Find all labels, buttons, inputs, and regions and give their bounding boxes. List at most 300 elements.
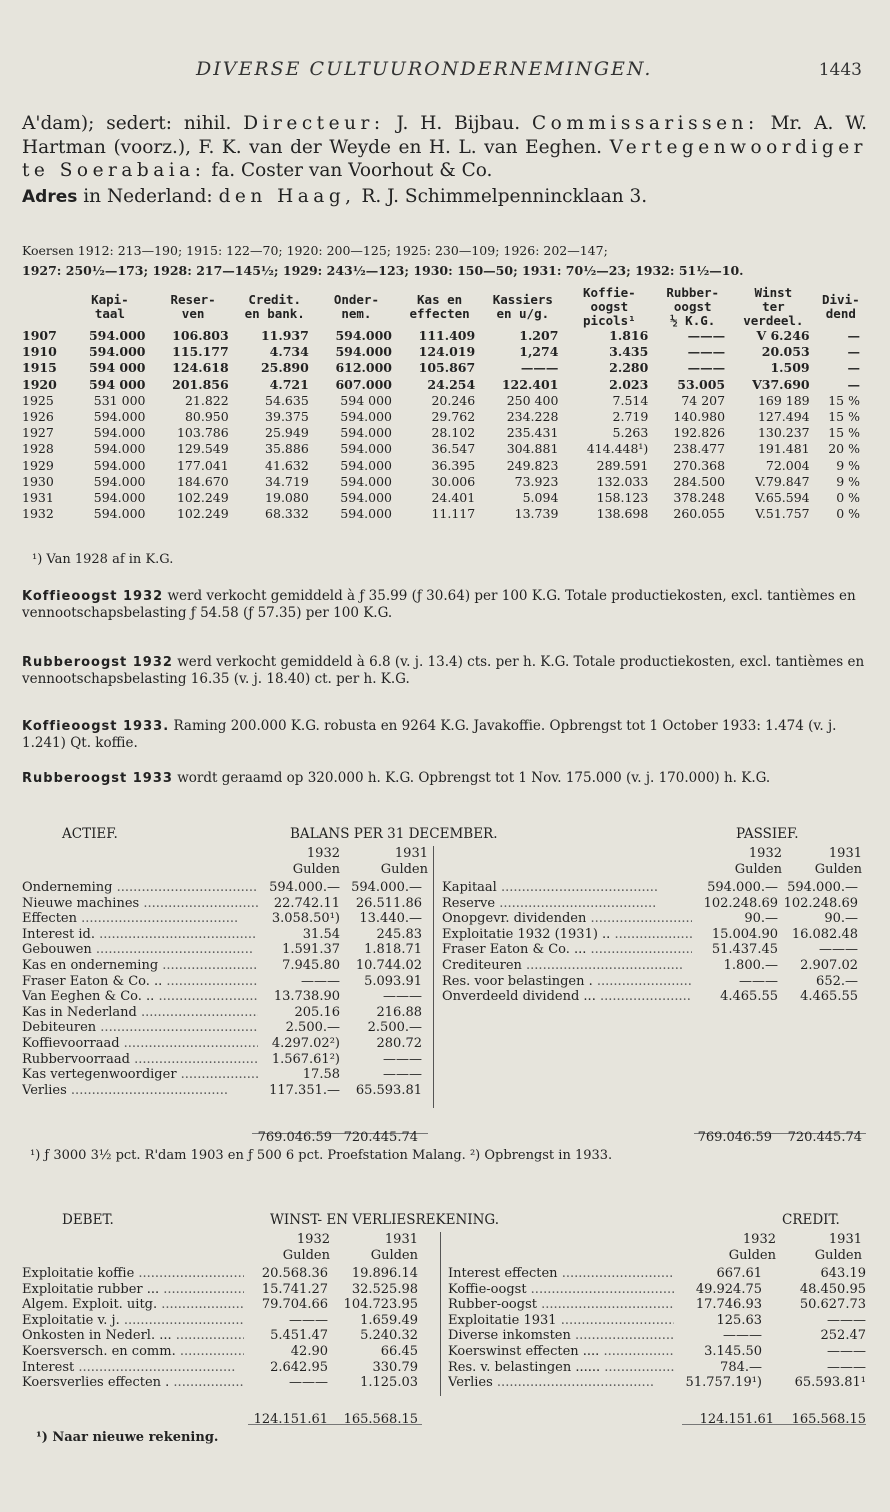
paragraph-rubber-1933 [22,770,867,787]
koersen-line-2: 1927: 250½—173; 1928: 217—145½; 1929: 243½—123; 1930: 150—50; 1931: 70½—23; 1932: 51½—10. [22,263,744,278]
table-row [22,1020,868,1036]
row-value: 104.723.95 [343,1297,418,1313]
row-value: 330.79 [372,1359,418,1375]
intro-text [22,112,867,209]
table-cell: 289.591 [596,457,649,473]
table-cell: 20 % [828,441,860,457]
table-cell: 34.719 [265,473,309,489]
address-line [22,185,867,210]
row-value: ——— [289,1312,328,1328]
balance-sheet [22,826,868,1163]
header-line: oogst [590,299,629,314]
table-row [22,409,866,425]
row-value: 205.16 [294,1004,340,1020]
table-cell: 5.263 [612,425,649,441]
table-row [22,974,868,990]
table-cell: 19.080 [265,489,309,505]
row-label: Exploitatie 1932 (1931) .. ..... [442,927,692,942]
row-value: ——— [383,989,422,1005]
row-label: Koffievoorraad ..... [22,1036,258,1051]
intro-t5: Mr. A. W. Hartman (voorz.), F. K. van der Weyde en H. L. van Eeghen. [22,113,867,158]
table-cell: 122.401 [501,376,559,392]
row-label: Interest id. ..... [22,927,258,942]
row-value: 5.451.47 [270,1328,328,1344]
table-cell: 270.368 [673,457,726,473]
dividend-table [22,286,866,522]
row-value: 42.90 [290,1343,328,1359]
row-label: Debiteuren ..... [22,1020,258,1035]
header-line: Winst [754,285,793,300]
table-cell: 129.549 [176,441,229,457]
row-value: 22.742.11 [273,895,340,911]
table-row [22,942,868,958]
balance-center-title: BALANS PER 31 DECEMBER. [290,826,498,842]
table-cell: 74 207 [681,392,726,408]
dividend-col-header [654,286,731,328]
table-cell: 13.739 [514,506,559,522]
row-value: 16.082.48 [791,926,858,942]
row-label: Exploitatie koffie ..... [22,1266,244,1281]
table-cell: 72.004 [765,457,810,473]
row-value: ——— [827,1359,866,1375]
row-value: 7.945.80 [282,957,340,973]
table-cell: 20.246 [431,392,476,408]
table-cell: V.79.847 [755,473,810,489]
table-cell: 594.000 [340,473,392,489]
row-label: Onkosten in Nederl. ... ..... [22,1328,244,1343]
table-cell: 594.000 [93,457,146,473]
table-cell: 80.950 [184,409,229,425]
table-cell: 378.248 [673,489,726,505]
balance-column-headers [22,846,868,880]
table-cell: 284.500 [673,473,726,489]
table-cell: 103.786 [176,425,229,441]
paragraph-text: werd verkocht gemiddeld à 6.8 (v. j. 13.4) cts. per h. K.G. Totale productiekosten, excl. tantièmes en vennootschapsbelasting 16.35 (v. j. 18.40) ct. per h. K.G. [22,654,865,687]
table-cell: ——— [687,344,726,360]
row-value: 79.704.66 [261,1297,328,1313]
header-line: Rubber- [666,285,720,300]
table-footnote: ¹) Van 1928 af in K.G. [32,552,174,567]
table-cell: 260.055 [673,506,726,522]
koersen-text [22,241,867,281]
row-value: 90.— [824,911,858,927]
row-label: Koersversch. en comm. ..... [22,1344,244,1359]
row-label: Crediteuren ..... [442,958,692,973]
table-cell: 249.823 [506,457,559,473]
table-cell: 201.856 [172,376,229,392]
table-cell: 594.000 [88,328,146,344]
dividend-col-header [68,286,151,328]
row-value: 280.72 [376,1035,422,1051]
row-label: Gebouwen ..... [22,942,258,957]
row-label: Fraser Eaton & Co. ... ..... [442,942,692,957]
table-cell: 594 000 [88,376,146,392]
row-value: 2.500.— [285,1020,340,1036]
paragraph-lead: Rubberoogst 1932 [22,655,173,670]
header-line: Kas en [417,292,463,307]
table-cell: 29.762 [431,409,476,425]
row-value: 102.248.69 [783,895,858,911]
row-value: 15.741.27 [261,1281,328,1297]
table-cell: 192.826 [673,425,726,441]
table-row [22,1266,868,1282]
header-line: en bank. [244,306,305,321]
running-title: DIVERSE CULTUURONDERNEMINGEN. [196,58,653,80]
row-value: 51.437.45 [711,942,778,958]
row-value: 594.000.— [707,880,778,895]
table-row [22,344,866,360]
table-cell: 24.254 [427,376,476,392]
row-label: Kapitaal ..... [442,880,692,895]
table-cell: 234.228 [506,409,559,425]
table-cell: 41.632 [265,457,309,473]
table-cell: 1.816 [609,328,649,344]
row-label: Verlies ..... [22,1083,258,1098]
row-value: 65.593.81 [355,1082,422,1098]
label-directeur: Directeur: [243,113,385,134]
table-cell: ——— [520,360,559,376]
row-value: 10.744.02 [355,957,422,973]
dividend-col-header [315,286,398,328]
page-number: 1443 [818,60,862,80]
header-line: nem. [341,306,372,321]
table-cell: 1.207 [519,328,559,344]
row-value: 1.567.61²) [271,1051,340,1067]
row-label: Onopgevr. dividenden ..... [442,911,692,926]
unit-gulden: Gulden [814,862,862,877]
row-value: 1.818.71 [364,942,422,958]
row-label: Algem. Exploit. uitg. ..... [22,1297,244,1312]
row-value: 17.746.93 [695,1297,762,1313]
row-value: ——— [827,1343,866,1359]
table-cell: 1,274 [519,344,559,360]
dividend-col-header [481,286,564,328]
dividend-col-header [151,286,234,328]
table-cell: 36.547 [431,441,476,457]
row-value: 48.450.95 [799,1281,866,1297]
pl-total-1932: 124.151.61 [253,1412,328,1427]
header-line: Reser- [170,292,216,307]
row-value: 3.145.50 [704,1343,762,1359]
pl-right-title: CREDIT. [782,1212,840,1228]
table-cell: 594.000 [93,409,146,425]
label-vertegenwoordiger: Vertegenwoordiger te Soerabaia: [22,136,867,181]
paragraph-lead: Koffieoogst 1932 [22,589,164,604]
table-cell: 4.734 [269,344,309,360]
row-value: 20.568.36 [261,1266,328,1281]
header-line: en u/g. [496,306,550,321]
table-row [22,474,866,490]
table-row [22,896,868,912]
table-cell: 184.670 [176,473,229,489]
table-cell: 594.000 [340,425,392,441]
paragraph-koffie-1933 [22,718,867,751]
table-cell: 138.698 [596,506,649,522]
table-cell: 1926 [22,409,54,425]
table-cell: 594.000 [340,457,392,473]
table-cell: 594.000 [335,344,392,360]
table-cell: 25.949 [265,425,309,441]
table-cell: — [847,344,860,360]
year-1931: 1931 [828,1232,862,1247]
table-cell: 1915 [22,360,57,376]
table-cell: 35.886 [265,441,309,457]
running-header [0,58,890,86]
table-cell: 11.937 [260,328,309,344]
row-value: 31.54 [302,926,340,942]
row-label: Diverse inkomsten ..... [448,1328,674,1343]
row-value: 13.738.90 [273,989,340,1005]
unit-gulden: Gulden [734,862,782,877]
table-cell: 1931 [22,489,54,505]
intro-paragraph [22,112,867,183]
table-row [22,1083,868,1099]
table-row [22,911,868,927]
dividend-col-header [816,286,866,328]
row-value: 32.525.98 [351,1281,418,1297]
row-value: 1.125.03 [360,1375,418,1391]
year-1932: 1932 [748,846,782,861]
table-row [22,927,868,943]
intro-t3: J. H. Bijbau. [396,113,521,134]
balance-footnote: ¹) ƒ 3000 3½ pct. R'dam 1903 en ƒ 500 6 pct. Proefstation Malang. ²) Opbrengst in 1933. [30,1148,613,1163]
row-label: Exploitatie 1931 ..... [448,1313,674,1328]
table-cell: 594.000 [340,489,392,505]
row-label: Res. voor belastingen . ..... [442,974,692,989]
pl-total-1932-right: 124.151.61 [699,1412,774,1427]
table-cell: 594.000 [93,506,146,522]
table-cell: 20.053 [761,344,810,360]
table-cell: 250 400 [506,392,559,408]
table-cell: 3.435 [609,344,649,360]
table-cell: 1928 [22,441,54,457]
table-cell: ——— [687,328,726,344]
row-label: Koffie-oogst ..... [448,1282,674,1297]
row-value: 594.000.— [269,880,340,895]
header-line: Divi- [822,292,860,307]
row-value: ——— [383,1067,422,1083]
table-cell: 1910 [22,344,57,360]
row-label: Reserve ..... [442,896,692,911]
row-value: 66.45 [380,1343,418,1359]
table-cell: 594.000 [340,409,392,425]
table-row [22,441,866,457]
dividend-col-header [235,286,315,328]
balance-totals [22,1130,868,1148]
year-1931: 1931 [384,1232,418,1247]
row-value: 594.000.— [351,880,422,895]
table-cell: — [847,360,860,376]
year-1932: 1932 [306,846,340,861]
row-value: 65.593.81¹ [794,1375,866,1391]
row-label: Interest ..... [22,1360,244,1375]
table-row [22,425,866,441]
intro-t7: fa. Coster van Voorhout & Co. [211,160,493,181]
table-cell: 39.375 [265,409,309,425]
row-value: 125.63 [716,1312,762,1328]
paragraph-rubber-1932 [22,654,867,687]
row-value: 51.757.19¹) [685,1375,762,1391]
table-cell: 24.401 [431,489,476,505]
table-cell: 68.332 [265,506,309,522]
header-line: oogst [673,299,712,314]
table-cell: 111.409 [418,328,476,344]
pl-column-headers [22,1232,868,1266]
table-cell: 1920 [22,376,57,392]
table-cell: 0 % [836,506,860,522]
header-line: Koffie- [583,285,636,300]
table-cell: 1925 [22,392,54,408]
paragraph-lead: Rubberoogst 1933 [22,771,173,786]
table-row [22,880,868,896]
table-cell: 132.033 [596,473,649,489]
header-line: verdeel. [743,313,804,328]
header-line: ½ K.G. [670,313,716,328]
balance-header [22,826,868,846]
table-row [22,1282,868,1298]
pl-totals [22,1412,868,1430]
table-cell: 1.509 [770,360,810,376]
row-label: Onverdeeld dividend ... ..... [442,989,692,1004]
row-value: 1.800.— [723,957,778,973]
row-label: Kas in Nederland ..... [22,1005,258,1020]
table-cell: 9 % [836,457,860,473]
row-value: 252.47 [820,1328,866,1344]
year-1931: 1931 [828,846,862,861]
table-row [22,490,866,506]
row-value: 2.642.95 [270,1359,328,1375]
year-1932: 1932 [296,1232,330,1247]
intro-t11: R. J. Schimmelpennincklaan 3. [361,185,648,207]
year-1931: 1931 [394,846,428,861]
table-cell: 54.635 [265,392,309,408]
unit-gulden: Gulden [380,862,428,877]
table-cell: 15 % [828,409,860,425]
row-value: 17.58 [302,1067,340,1083]
table-row [22,1052,868,1068]
table-cell: 594.000 [340,506,392,522]
table-cell: 130.237 [757,425,810,441]
table-cell: 235.431 [506,425,559,441]
paragraph-text: wordt geraamd op 320.000 h. K.G. Opbrengst tot 1 Nov. 175.000 (v. j. 170.000) h. K.G. [177,770,771,786]
row-label: Res. v. belastingen ...... ..... [448,1360,674,1375]
row-label: Exploitatie v. j. ..... [22,1313,244,1328]
table-cell: 140.980 [673,409,726,425]
pl-header [22,1212,868,1232]
table-cell: 106.803 [172,328,229,344]
table-cell: 9 % [836,473,860,489]
table-row [22,1005,868,1021]
row-value: 50.627.73 [799,1297,866,1313]
table-cell: 115.177 [172,344,229,360]
pl-total-1931-right: 165.568.15 [791,1412,866,1427]
row-value: 2.500.— [367,1020,422,1036]
row-label: Nieuwe machines ..... [22,896,258,911]
table-cell: 105.867 [418,360,476,376]
row-value: 13.440.— [359,911,422,927]
table-cell: 102.249 [176,489,229,505]
table-cell: 594.000 [93,425,146,441]
pl-total-1931: 165.568.15 [343,1412,418,1427]
header-line: picols¹ [583,313,636,328]
balance-total-1931: 720.445.74 [343,1130,418,1145]
header-line: ven [181,306,205,321]
unit-gulden: Gulden [292,862,340,877]
table-cell: 21.822 [184,392,229,408]
table-row [22,1344,868,1360]
table-cell: 102.249 [176,506,229,522]
header-line: Kapi- [91,292,129,307]
row-value: 4.297.02²) [271,1035,340,1051]
row-value: ——— [739,973,778,989]
row-value: 4.465.55 [720,989,778,1005]
table-cell: 2.719 [612,409,649,425]
table-cell: 124.019 [418,344,476,360]
row-label: Interest effecten ..... [448,1266,674,1281]
intro-t1: A'dam); sedert: nihil. [22,113,232,134]
pl-left-title: DEBET. [62,1212,114,1228]
table-cell: 594 000 [340,392,392,408]
table-cell: 53.005 [677,376,726,392]
table-cell: V.65.594 [755,489,810,505]
label-commissarissen: Commissarissen: [532,113,759,134]
table-cell: 191.481 [757,441,810,457]
table-cell: 1927 [22,425,54,441]
dividend-col-header [398,286,481,328]
row-value: ——— [723,1328,762,1344]
header-line: ter [762,299,785,314]
row-value: ——— [383,1051,422,1067]
header-line: Kassiers [492,292,553,307]
table-cell: ——— [687,360,726,376]
row-value: 3.058.50¹) [271,911,340,927]
row-value: ——— [301,973,340,989]
row-value: ——— [289,1375,328,1391]
table-row [22,1297,868,1313]
header-line: effecten [409,306,470,321]
table-cell: 127.494 [757,409,810,425]
pl-footnote: ¹) Naar nieuwe rekening. [36,1430,219,1445]
table-row [22,458,866,474]
row-value: 4.465.55 [800,989,858,1005]
dividend-col-header [564,286,654,328]
pl-rows [22,1266,868,1396]
table-cell: 531 000 [93,392,146,408]
table-row [22,1036,868,1052]
row-value: ——— [819,942,858,958]
dividend-col-header [22,286,68,328]
row-label: Rubber-oogst ..... [448,1297,674,1312]
table-cell: 594 000 [88,360,146,376]
row-label: Van Eeghen & Co. .. ..... [22,989,258,1004]
table-cell: 177.041 [176,457,229,473]
table-cell: V37.690 [752,376,810,392]
table-cell: 607.000 [335,376,392,392]
paragraph-koffie-1932 [22,588,867,621]
row-label: Onderneming ..... [22,880,258,895]
row-value: 643.19 [820,1266,866,1281]
table-cell: 594.000 [93,441,146,457]
balance-total-1932: 769.046.59 [257,1130,332,1145]
table-cell: 612.000 [335,360,392,376]
row-value: 19.896.14 [351,1266,418,1281]
balance-right-title: PASSIEF. [736,826,799,842]
table-row [22,360,866,376]
unit-gulden: Gulden [728,1248,776,1263]
table-cell: 158.123 [596,489,649,505]
year-1932: 1932 [742,1232,776,1247]
row-label: Fraser Eaton & Co. .. ..... [22,974,258,989]
